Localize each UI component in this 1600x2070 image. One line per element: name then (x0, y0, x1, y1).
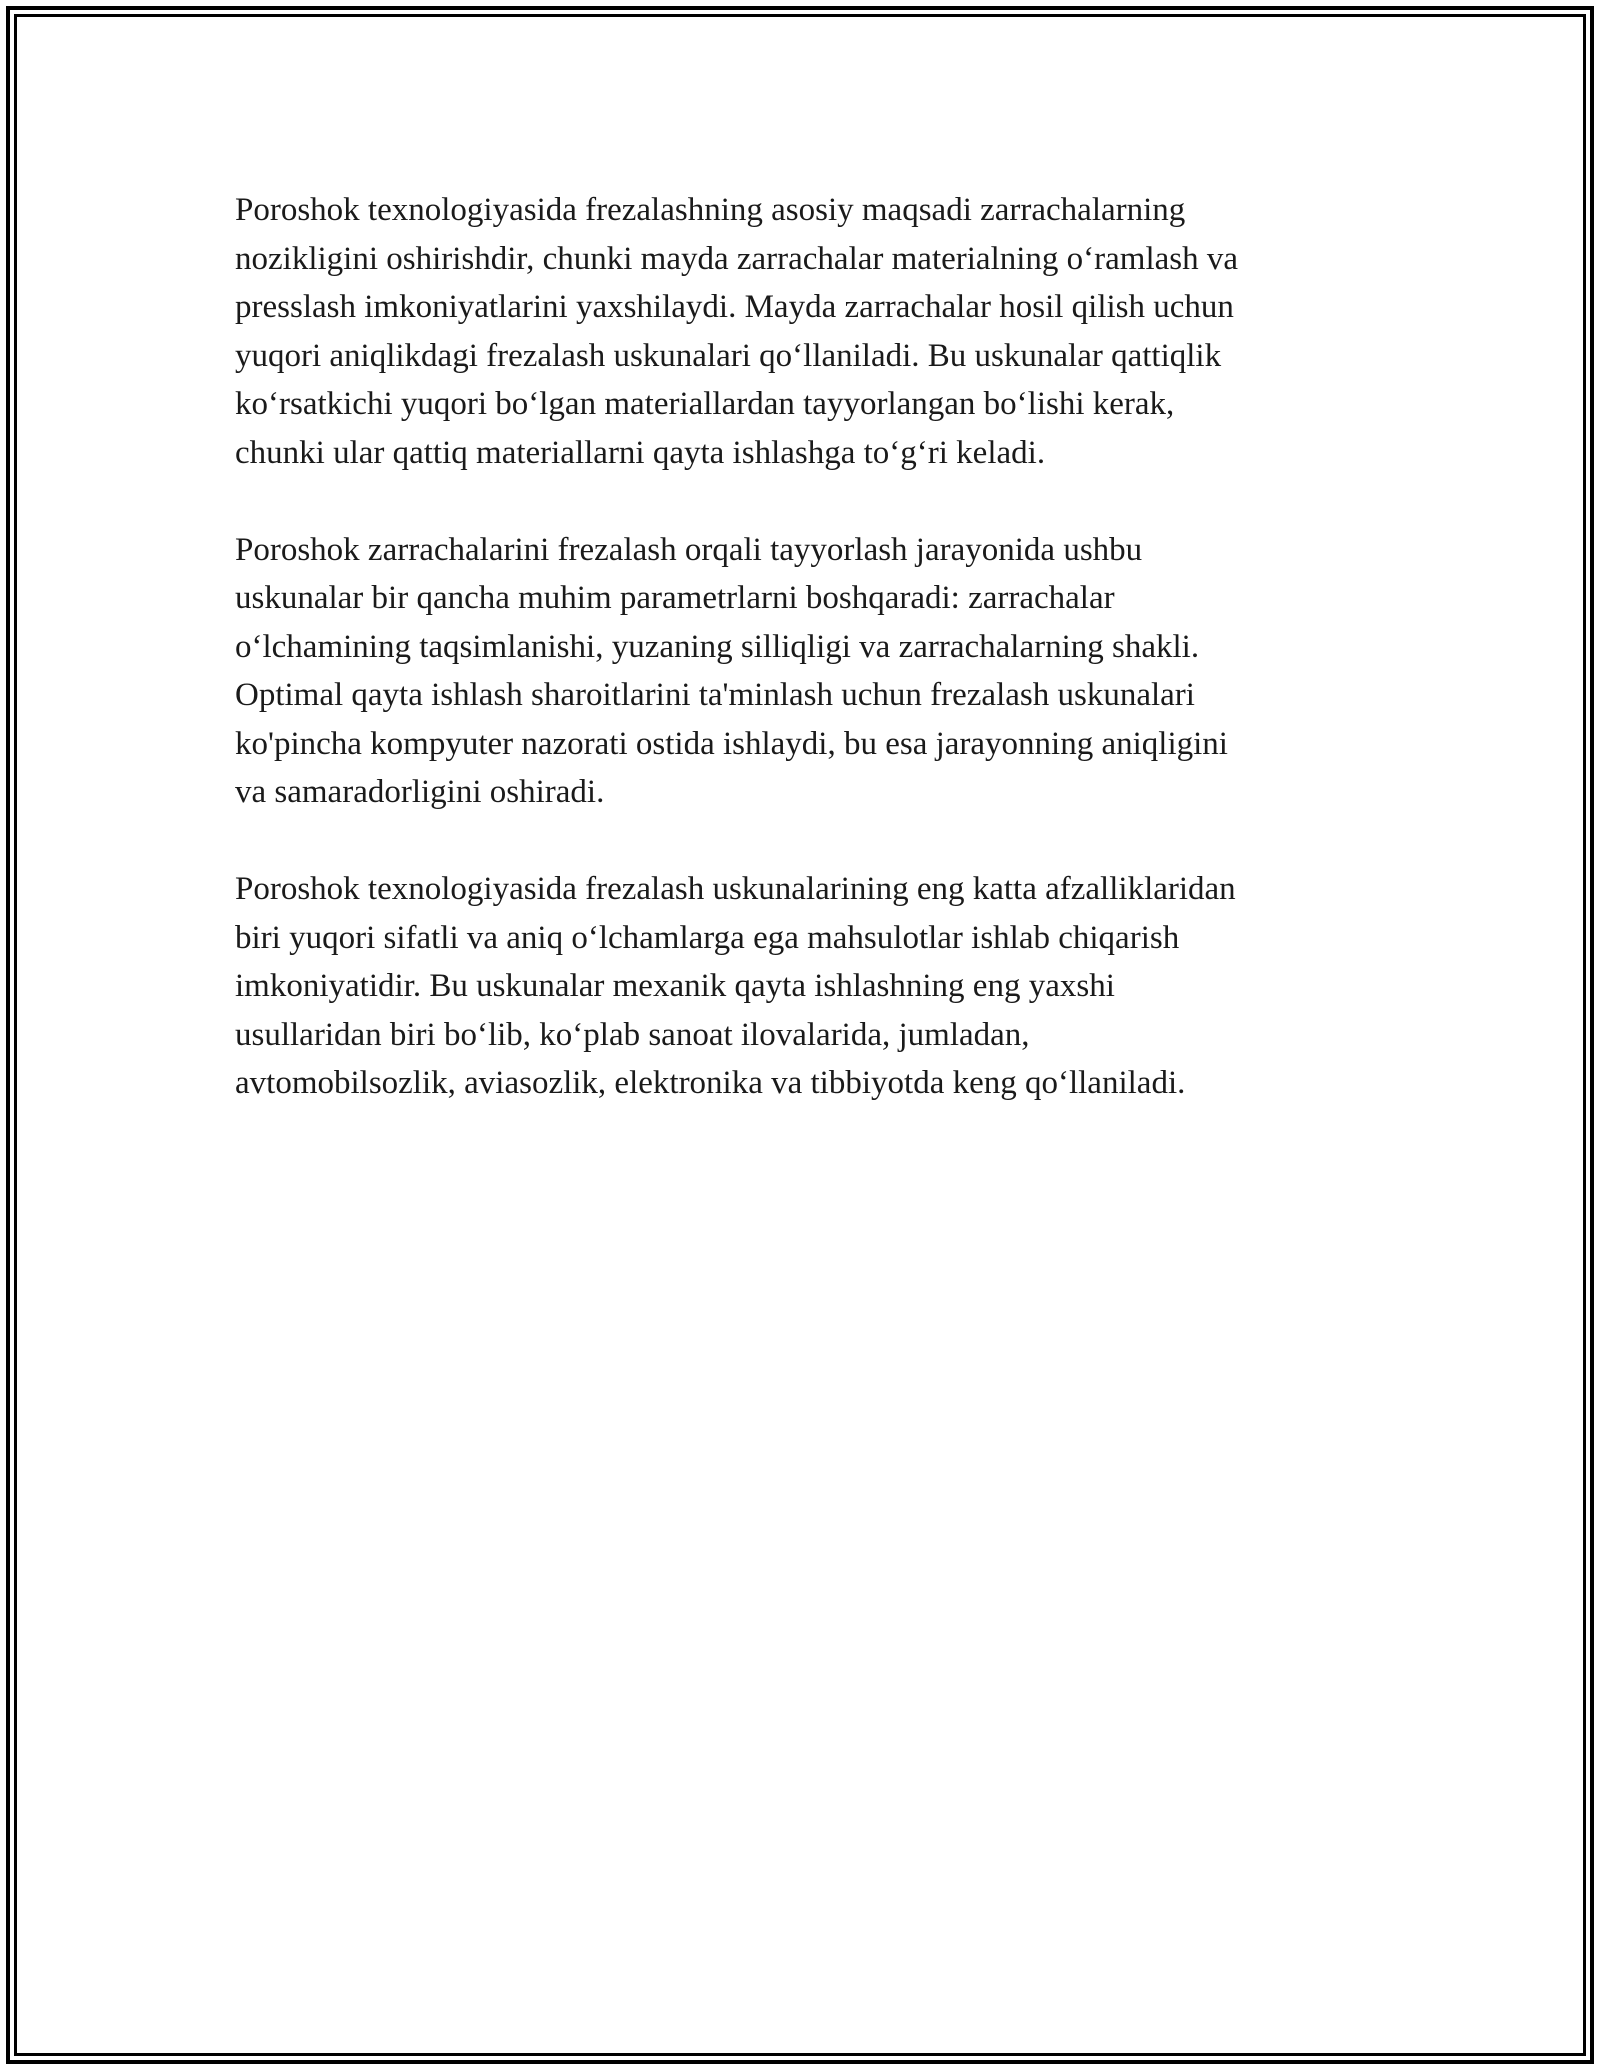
paragraph-line: biri yuqori sifatli va aniq o‘lchamlarga ega mahsulotlar ishlab chiqarish (235, 919, 1180, 956)
paragraph-line: Optimal qayta ishlash sharoitlarini ta'minlash uchun frezalash uskunalari (235, 677, 1195, 713)
paragraph-line: ko'pincha kompyuter nazorati ostida ishlaydi, bu esa jarayonning aniqligini (235, 725, 1228, 762)
paragraph-line: usullaridan biri bo‘lib, ko‘plab sanoat ilovalarida, jumladan, (235, 1016, 1030, 1053)
paragraph-line: uskunalar bir qancha muhim parametrlarni boshqaradi: zarrachalar (235, 580, 1115, 616)
paragraph-line: Poroshok texnologiyasida frezalash uskunalarining eng katta afzalliklaridan (235, 871, 1236, 907)
paragraph-line: ko‘rsatkichi yuqori bo‘lgan materiallardan tayyorlangan bo‘lishi kerak, (235, 386, 1175, 422)
paragraph-line: Poroshok zarrachalarini frezalash orqali tayyorlash jarayonida ushbu (235, 531, 1143, 568)
paragraph-line: presslash imkoniyatlarini yaxshilaydi. Mayda zarrachalar hosil qilish uchun (235, 289, 1234, 325)
document-body (235, 186, 1370, 1156)
paragraph-line: avtomobilsozlik, aviasozlik, elektronika va tibbiyotda keng qo‘llaniladi. (235, 1065, 1186, 1101)
paragraph-line: nozikligini oshirishdir, chunki mayda zarrachalar materialning o‘ramlash va (235, 240, 1239, 277)
paragraph-line: Poroshok texnologiyasida frezalashning asosiy maqsadi zarrachalarning (235, 192, 1186, 228)
paragraph-line: imkoniyatidir. Bu uskunalar mexanik qayta ishlashning eng yaxshi (235, 968, 1115, 1004)
paragraph-line: yuqori aniqlikdagi frezalash uskunalari qo‘llaniladi. Bu uskunalar qattiqlik (235, 337, 1222, 374)
paragraph-2 (235, 526, 1370, 817)
paragraph-line: va samaradorligini oshiradi. (235, 774, 605, 810)
paragraph-1 (235, 186, 1370, 477)
paragraph-line: chunki ular qattiq materiallarni qayta ishlashga to‘g‘ri keladi. (235, 434, 1046, 471)
paragraph-3 (235, 865, 1370, 1108)
paragraph-line: o‘lchamining taqsimlanishi, yuzaning silliqligi va zarrachalarning shakli. (235, 628, 1200, 665)
